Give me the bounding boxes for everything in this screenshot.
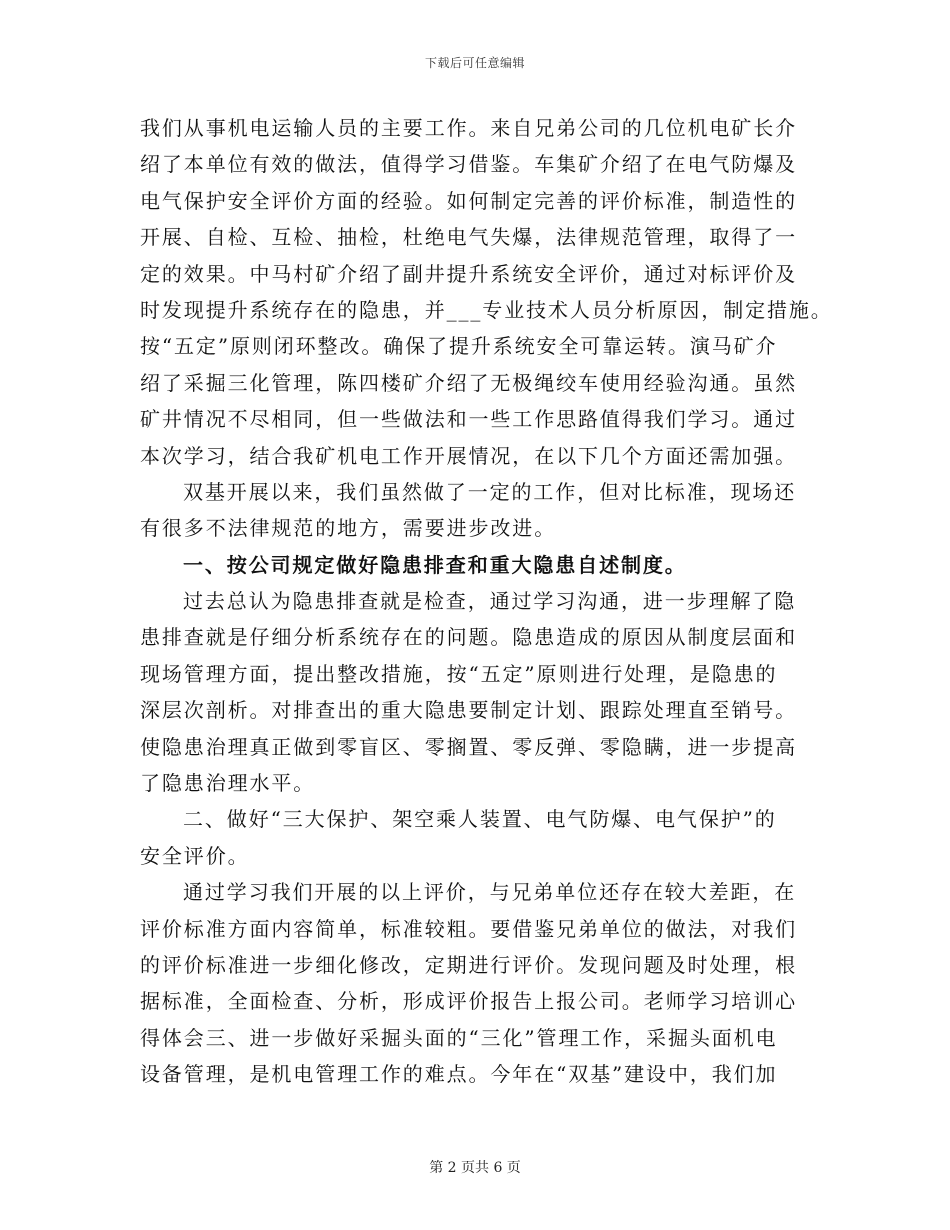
text-line: 了隐患治理水平。 (140, 771, 316, 796)
text-line: 现场管理方面，提出整改措施，按“五定”原则进行处理，是隐患的 (140, 661, 778, 686)
text-line: 据标准，全面检查、分析，形成评价报告上报公司。老师学习培训心 (140, 989, 797, 1014)
document-body (140, 110, 833, 1093)
text-line: 深层次剖析。对排查出的重大隐患要制定计划、跟踪处理直至销号。 (140, 698, 797, 723)
text-line: 有很多不法律规范的地方，需要进步改进。 (140, 516, 557, 541)
text-line: 本次学习，结合我矿机电工作开展情况，在以下几个方面还需加强。 (140, 443, 797, 468)
text-line: 设备管理，是机电管理工作的难点。今年在“双基”建设中，我们加 (140, 1062, 778, 1087)
text-line: 评价标准方面内容简单，标准较粗。要借鉴兄弟单位的做法，对我们 (140, 916, 797, 941)
text-line: 患排查就是仔细分析系统存在的问题。隐患造成的原因从制度层面和 (140, 625, 797, 650)
text-line: 时发现提升系统存在的隐患，并___专业技术人员分析原因，制定措施。 (140, 297, 833, 322)
text-line: 电气保护安全评价方面的经验。如何制定完善的评价标准，制造性的 (140, 188, 797, 213)
text-line: 使隐患治理真正做到零盲区、零搁置、零反弹、零隐瞒，进一步提高 (140, 734, 797, 759)
text-line: 的评价标准进一步细化修改，定期进行评价。发现问题及时处理，根 (140, 952, 797, 977)
text-line: 安全评价。 (140, 843, 250, 868)
text-line: 按“五定”原则闭环整改。确保了提升系统安全可靠运转。演马矿介 (140, 334, 778, 359)
paragraph-start-line: 过去总认为隐患排查就是检查，通过学习沟通，进一步理解了隐 (183, 589, 797, 614)
section-heading-2: 二、做好“三大保护、架空乘人装置、电气防爆、电气保护”的 (183, 807, 777, 832)
text-line: 我们从事机电运输人员的主要工作。来自兄弟公司的几位机电矿长介 (140, 116, 797, 140)
text-line: 矿井情况不尽相同，但一些做法和一些工作思路值得我们学习。通过 (140, 407, 797, 432)
page-footer: 第 2 页共 6 页 (429, 1160, 521, 1176)
page-header: 下载后可任意编辑 (424, 56, 525, 70)
text-line: 定的效果。中马村矿介绍了副井提升系统安全评价，通过对标评价及 (140, 261, 797, 286)
text-line: 开展、自检、互检、抽检，杜绝电气失爆，法律规范管理，取得了一 (140, 225, 797, 250)
text-line: 绍了采掘三化管理，陈四楼矿介绍了无极绳绞车使用经验沟通。虽然 (140, 370, 797, 395)
paragraph-start-line: 通过学习我们开展的以上评价，与兄弟单位还存在较大差距，在 (183, 880, 797, 905)
text-line: 得体会三、进一步做好采掘头面的“三化”管理工作，采掘头面机电 (140, 1025, 778, 1050)
section-heading-1: 一、按公司规定做好隐患排查和重大隐患自述制度。 (183, 552, 687, 577)
paragraph-start-line: 双基开展以来，我们虽然做了一定的工作，但对比标准，现场还 (183, 479, 797, 504)
text-line: 绍了本单位有效的做法，值得学习借鉴。车集矿介绍了在电气防爆及 (140, 152, 797, 177)
